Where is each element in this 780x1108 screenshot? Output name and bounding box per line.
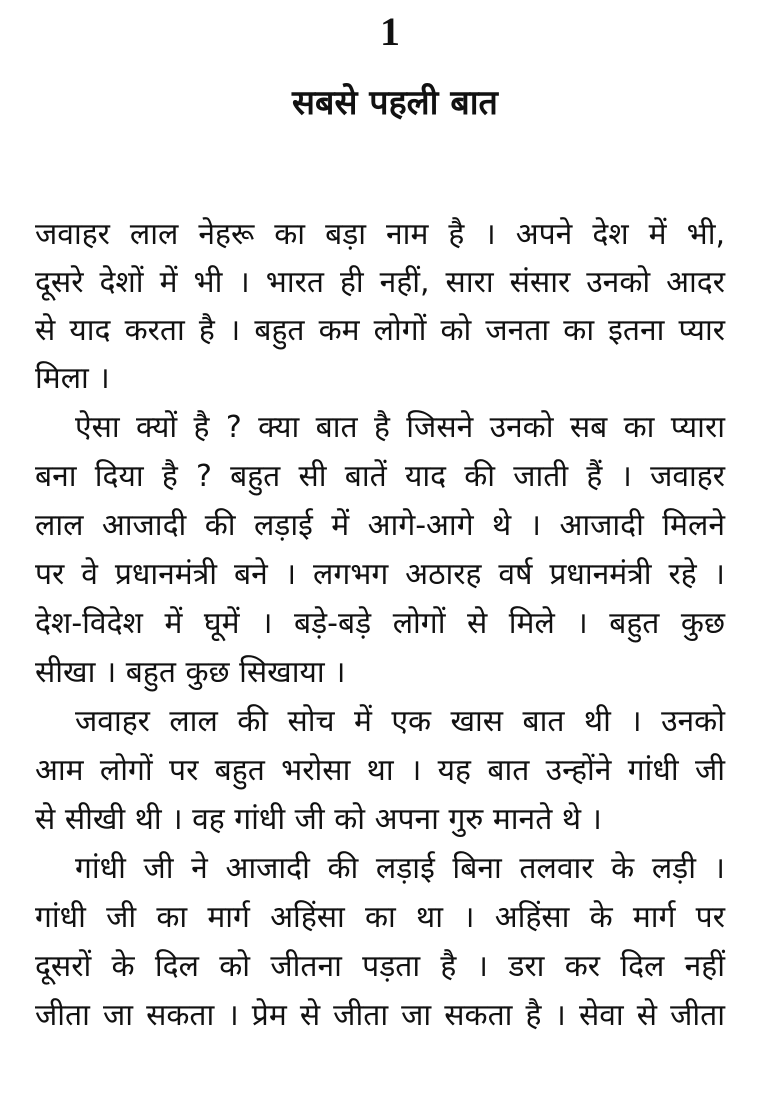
text-line: मिला । [35,361,110,396]
text-line: से याद करता है । बहुत कम लोगों को जनता का इतना प्यार [35,313,725,348]
text-line: गांधी जी का मार्ग अहिंसा का था । अहिंसा के मार्ग पर [35,900,725,935]
text-line: दूसरों के दिल को जीतना पड़ता है । डरा कर दिल नहीं [35,949,725,984]
text-line: बना दिया है ? बहुत सी बातें याद की जाती हैं । जवाहर [35,459,725,494]
text-line: लाल आजादी की लड़ाई में आगे-आगे थे । आजादी मिलने [35,508,725,543]
text-line: देश-विदेश में घूमें । बड़े-बड़े लोगों से मिले । बहुत कुछ [35,606,725,641]
text-line: ऐसा क्यों है ? क्या बात है जिसने उनको सब का प्यारा [75,410,725,445]
text-line: आम लोगों पर बहुत भरोसा था । यह बात उन्होंने गांधी जी [35,753,725,788]
text-line: गांधी जी ने आजादी की लड़ाई बिना तलवार के लड़ी । [75,851,725,886]
chapter-number: 1 [380,9,400,54]
text-line: सीखा । बहुत कुछ सिखाया । [35,655,346,690]
text-line: जीता जा सकता । प्रेम से जीता जा सकता है । सेवा से जीता [35,998,725,1033]
chapter-title: सबसे पहली बात [292,83,498,123]
text-line: जवाहर लाल नेहरू का बड़ा नाम है । अपने देश में भी, [35,217,725,252]
text-line: जवाहर लाल की सोच में एक खास बात थी । उनको [75,704,725,739]
text-line: पर वे प्रधानमंत्री बने । लगभग अठारह वर्ष प्रधानमंत्री रहे । [35,557,725,592]
text-line: से सीखी थी । वह गांधी जी को अपना गुरु मानते थे । [35,802,602,837]
text-line: दूसरे देशों में भी । भारत ही नहीं, सारा संसार उनको आदर [35,265,725,300]
